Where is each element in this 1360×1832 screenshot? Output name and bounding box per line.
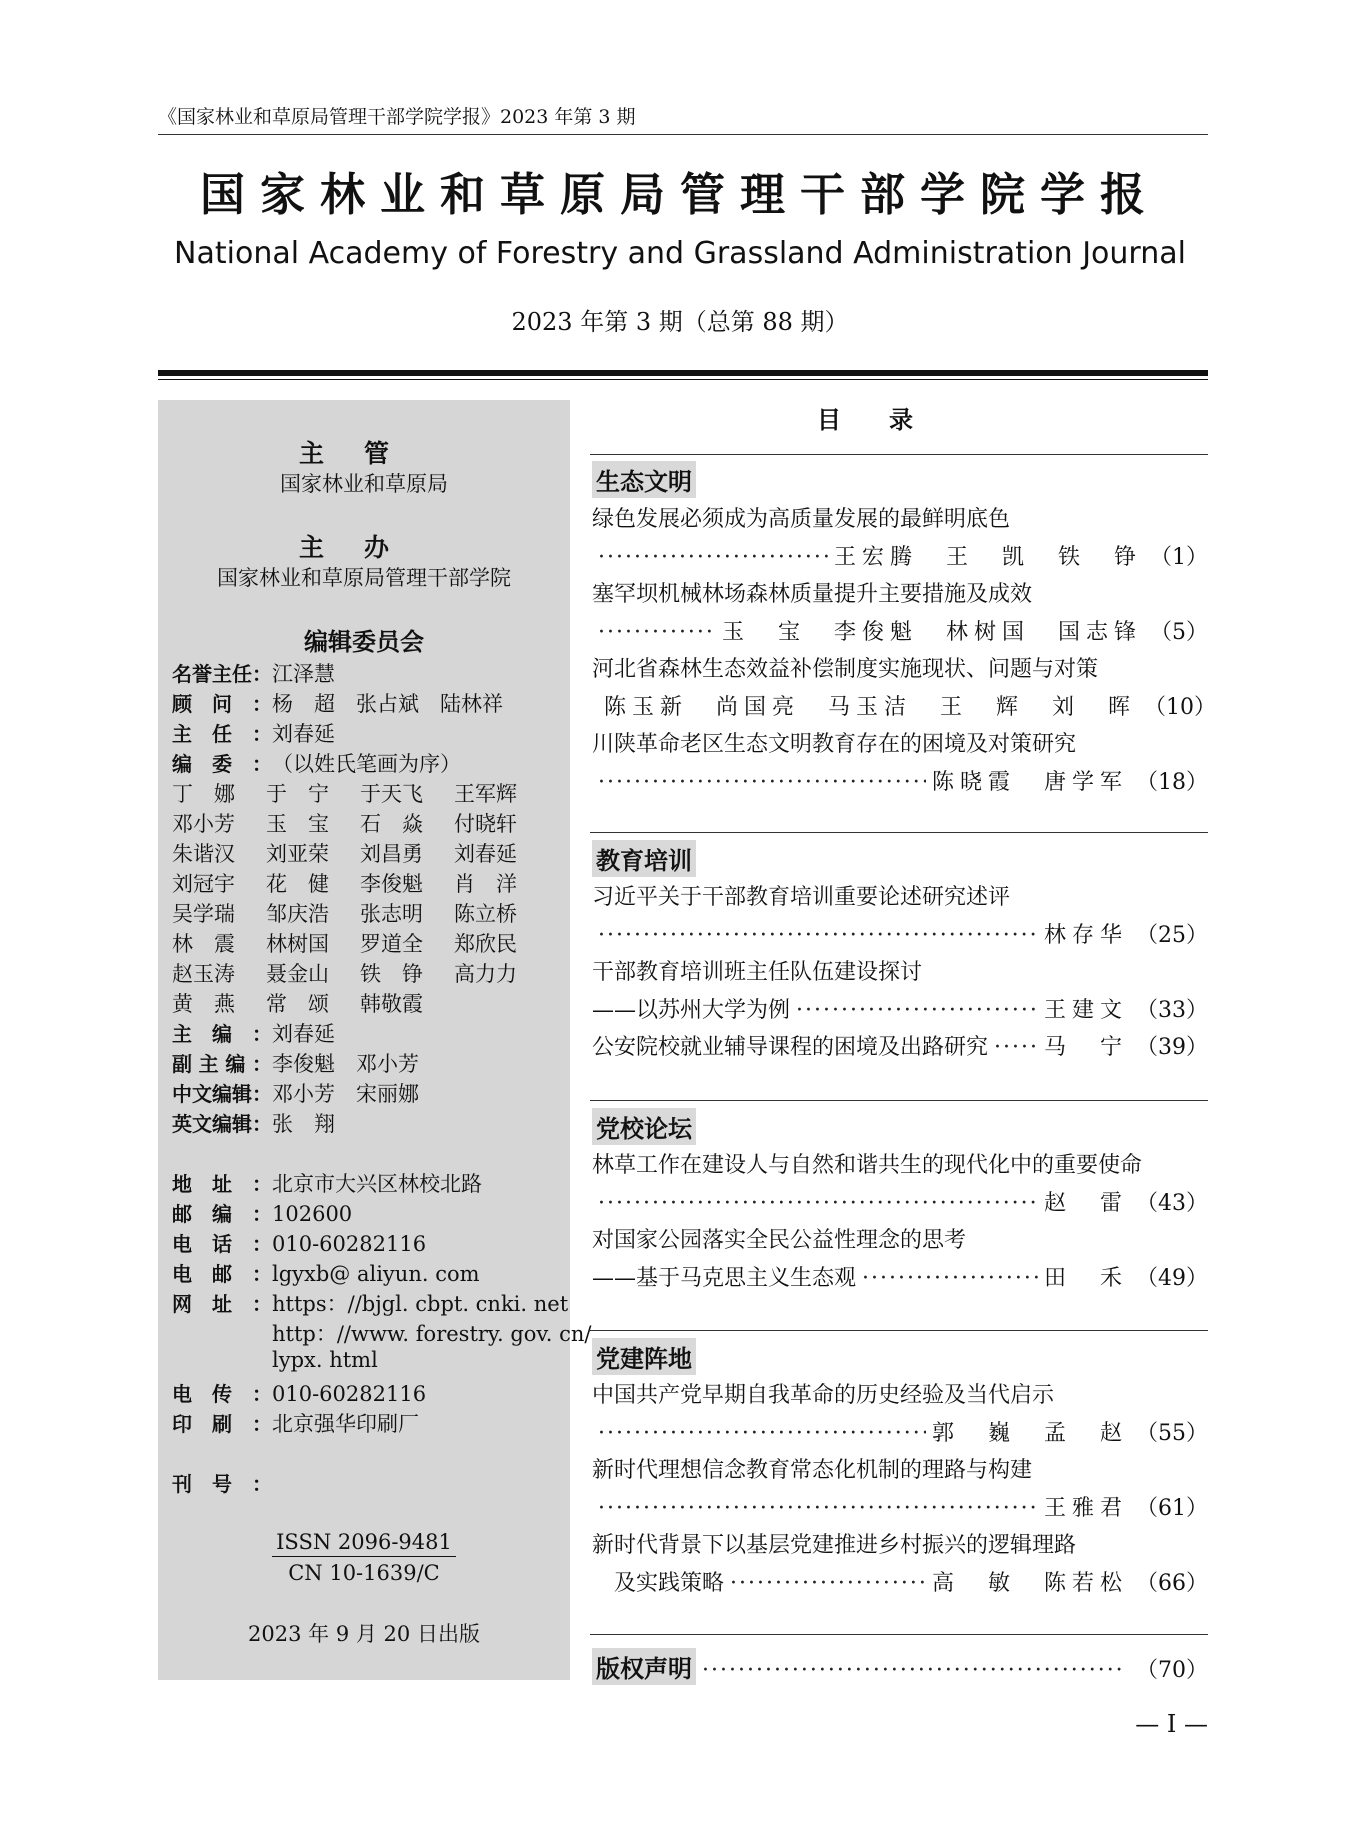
toc-page: （70）: [1136, 1658, 1208, 1683]
toc-article-title[interactable]: 林草工作在建设人与自然和谐共生的现代化中的重要使命: [592, 1153, 1143, 1178]
member-name: 林树国: [266, 932, 329, 956]
toc-copyright-row[interactable]: [592, 1648, 1208, 1685]
toc-page: （33）: [1136, 998, 1208, 1023]
toc-page: （55）: [1136, 1421, 1208, 1446]
leader-dots: [730, 1571, 926, 1596]
serial-label: 刊号：: [172, 1472, 272, 1496]
toc-article-title[interactable]: 对国家公园落实全民公益性理念的思考: [592, 1228, 967, 1253]
toc-article-title[interactable]: 干部教育培训班主任队伍建设探讨: [592, 960, 923, 985]
board-label: 英文编辑：: [172, 1112, 272, 1136]
leader-dots: [598, 1496, 1038, 1521]
toc-lead: ——基于马克思主义生态观: [592, 1266, 857, 1291]
toc-article-row[interactable]: [592, 765, 1208, 796]
contact-phone: [172, 1228, 426, 1256]
member-name: 朱谐汉: [172, 842, 235, 866]
toc-article-row[interactable]: [592, 1491, 1208, 1522]
contact-website: [172, 1288, 568, 1316]
journal-title-en: National Academy of Forestry and Grassland Administration Journal: [174, 236, 1186, 271]
contact-address: [172, 1168, 482, 1196]
toc-title: 目录: [817, 405, 961, 434]
journal-title-zh: 国家林业和草原局管理干部学院学报: [199, 168, 1160, 221]
toc-author: 田 禾: [1043, 1266, 1128, 1291]
member-row: [172, 838, 548, 868]
contact-postcode: [172, 1198, 352, 1226]
toc-article-row[interactable]: [592, 540, 1208, 571]
title-rule-thick: [158, 370, 1208, 376]
contact-value: 北京强华印刷厂: [272, 1412, 419, 1436]
toc-author: 王雅君: [1043, 1496, 1128, 1521]
toc-author: 陈晓霞 唐学军: [931, 770, 1128, 795]
member-row: [172, 778, 548, 808]
member-row: [172, 988, 454, 1018]
board-row-director: [172, 718, 335, 746]
toc-author: 赵 雷: [1043, 1191, 1128, 1216]
contact-value: 010-60282116: [272, 1232, 427, 1256]
board-value: 江泽慧: [272, 662, 335, 686]
toc-article-row[interactable]: [592, 1030, 1208, 1061]
board-value: 刘春延: [272, 722, 335, 746]
toc-author: 林存华: [1043, 923, 1128, 948]
toc-author: 郭 巍 孟 赵: [931, 1421, 1128, 1446]
member-name: 黄 燕: [172, 992, 235, 1016]
member-row: [172, 898, 548, 928]
contact-value[interactable]: http：//www. forestry. gov. cn/: [272, 1322, 592, 1346]
section-heading-party-building: 党建阵地: [592, 1338, 696, 1375]
member-row: [172, 958, 548, 988]
leader-dots: [598, 1421, 926, 1446]
contact-value[interactable]: https：//bjgl. cbpt. cnki. net: [272, 1292, 569, 1316]
toc-article-row[interactable]: [592, 690, 1217, 721]
toc-author: 王建文: [1043, 998, 1128, 1023]
toc-page: （43）: [1136, 1191, 1208, 1216]
member-name: 丁 娜: [172, 782, 235, 806]
board-label: 主编：: [172, 1022, 272, 1046]
toc-author: 高 敏 陈若松: [931, 1571, 1128, 1596]
leader-dots: [598, 620, 716, 645]
section-rule: [590, 832, 1208, 833]
board-label: 名誉主任：: [172, 662, 272, 686]
leader-dots: [598, 923, 1038, 948]
board-label: 副主编：: [172, 1052, 272, 1076]
member-name: 于天飞: [360, 782, 423, 806]
member-name: 邹庆浩: [266, 902, 329, 926]
toc-lead: 公安院校就业辅导课程的困境及出路研究: [592, 1035, 989, 1060]
toc-article-title[interactable]: 新时代背景下以基层党建推进乡村振兴的逻辑理路: [592, 1533, 1077, 1558]
contact-fax: [172, 1378, 426, 1406]
board-value: 李俊魁 邓小芳: [272, 1052, 419, 1076]
board-value: 邓小芳 宋丽娜: [272, 1082, 419, 1106]
contact-label: 电邮：: [172, 1262, 272, 1286]
issn-block: [158, 1530, 570, 1585]
sponsor-name: 国家林业和草原局管理干部学院: [217, 566, 511, 590]
contact-email: [172, 1258, 480, 1286]
member-name: 林 震: [172, 932, 235, 956]
member-name: 高力力: [454, 962, 517, 986]
member-name: 刘冠宇: [172, 872, 235, 896]
contact-value: 北京市大兴区林校北路: [272, 1172, 482, 1196]
member-name: 常 颂: [266, 992, 329, 1016]
leader-dots: [994, 1035, 1038, 1060]
toc-page: （18）: [1136, 770, 1208, 795]
board-row-members: [172, 748, 461, 776]
toc-article-row[interactable]: [592, 1566, 1208, 1597]
member-name: 赵玉涛: [172, 962, 235, 986]
contact-label: 邮编：: [172, 1202, 272, 1226]
contact-label: 电传：: [172, 1382, 272, 1406]
section-heading-copyright: 版权声明: [592, 1648, 696, 1685]
leader-dots: [598, 770, 926, 795]
board-value: 杨 超 张占斌 陆林祥: [272, 692, 503, 716]
member-name: 郑欣民: [454, 932, 517, 956]
section-heading-education: 教育培训: [592, 840, 696, 877]
contact-website-line2: [172, 1318, 592, 1346]
toc-page: （25）: [1136, 923, 1208, 948]
member-name: 付晓轩: [454, 812, 517, 836]
contact-printer: [172, 1408, 419, 1436]
member-row: [172, 868, 548, 898]
board-label: 中文编辑：: [172, 1082, 272, 1106]
member-name: 刘亚荣: [266, 842, 329, 866]
toc-article-title[interactable]: 新时代理想信念教育常态化机制的理路与构建: [592, 1458, 1033, 1483]
supervisor-heading: 主管: [298, 439, 429, 468]
board-value: 刘春延: [272, 1022, 335, 1046]
header-rule: [158, 134, 1208, 135]
toc-article-row[interactable]: [592, 1261, 1208, 1292]
toc-article-row[interactable]: [592, 1186, 1208, 1217]
supervisor-name: 国家林业和草原局: [280, 472, 448, 496]
toc-page: （1）: [1150, 545, 1208, 570]
toc-lead: 及实践策略: [592, 1571, 725, 1596]
board-row-editor-in-chief: [172, 1018, 335, 1046]
toc-author: 马 宁: [1043, 1035, 1128, 1060]
running-head: 《国家林业和草原局管理干部学院学报》2023 年第 3 期: [158, 106, 636, 128]
toc-page: （10）: [1144, 695, 1217, 720]
page-number: — Ⅰ —: [1135, 1710, 1208, 1738]
masthead-panel: [158, 400, 592, 1680]
board-value: 张 翔: [272, 1112, 335, 1136]
member-name: 韩敬霞: [360, 992, 423, 1016]
section-heading-party-school: 党校论坛: [592, 1108, 696, 1145]
serial-number-row: [172, 1468, 272, 1496]
contact-value: 010-60282116: [272, 1382, 427, 1406]
publication-date: 2023 年 9 月 20 日出版: [248, 1622, 480, 1646]
member-name: 王军辉: [454, 782, 517, 806]
member-name: 石 焱: [360, 812, 423, 836]
member-name: 铁 铮: [360, 962, 423, 986]
toc-page: （39）: [1136, 1035, 1208, 1060]
section-rule: [590, 1330, 1208, 1331]
section-rule: [590, 454, 1208, 455]
title-rule-thin: [158, 379, 1208, 380]
toc-article-title[interactable]: 绿色发展必须成为高质量发展的最鲜明底色: [592, 507, 1011, 532]
leader-dots: [598, 1191, 1038, 1216]
member-name: 肖 洋: [454, 872, 517, 896]
toc-page: （49）: [1136, 1266, 1208, 1291]
board-row-chinese-editor: [172, 1078, 419, 1106]
member-name: 聂金山: [266, 962, 329, 986]
leader-dots: [862, 1266, 1038, 1291]
board-row-honorary: [172, 658, 335, 686]
sponsor-heading: 主办: [298, 533, 429, 562]
member-name: 花 健: [266, 872, 329, 896]
member-name: 刘昌勇: [360, 842, 423, 866]
contact-label: 印刷：: [172, 1412, 272, 1436]
toc-article-row[interactable]: [592, 1416, 1208, 1447]
contact-label: 地址：: [172, 1172, 272, 1196]
contact-website-line3: [172, 1348, 378, 1376]
toc-page: （61）: [1136, 1496, 1208, 1521]
contact-value: lgyxb@ aliyun. com: [272, 1262, 480, 1286]
toc-author: 王宏腾 王 凯 铁 铮: [833, 545, 1142, 570]
board-row-advisors: [172, 688, 503, 716]
section-heading-ecology: 生态文明: [592, 461, 696, 498]
member-row: [172, 928, 548, 958]
toc-article-row[interactable]: [592, 918, 1208, 949]
toc-article-row[interactable]: [592, 993, 1208, 1024]
toc-author: 玉 宝 李俊魁 林树国 国志锋: [721, 620, 1142, 645]
contact-label: 电话：: [172, 1232, 272, 1256]
member-row: [172, 808, 548, 838]
toc-article-title[interactable]: 塞罕坝机械林场森林质量提升主要措施及成效: [592, 582, 1033, 607]
board-value: （以姓氏笔画为序）: [272, 752, 461, 776]
toc-page: （5）: [1150, 620, 1208, 645]
board-label: 主任：: [172, 722, 272, 746]
member-name: 邓小芳: [172, 812, 235, 836]
toc-article-title[interactable]: 川陕革命老区生态文明教育存在的困境及对策研究: [592, 732, 1077, 757]
board-label: 顾问：: [172, 692, 272, 716]
contact-value[interactable]: lypx. html: [272, 1348, 378, 1372]
member-name: 李俊魁: [360, 872, 423, 896]
member-name: 罗道全: [360, 932, 423, 956]
member-name: 陈立桥: [454, 902, 517, 926]
toc-author: 陈玉新 尚国亮 马玉洁 王 辉 刘 晖: [604, 695, 1137, 720]
contact-label: 网址：: [172, 1292, 272, 1316]
section-rule: [590, 1634, 1208, 1635]
board-label: 编委：: [172, 752, 272, 776]
board-row-english-editor: [172, 1108, 335, 1136]
toc-lead: ——以苏州大学为例: [592, 998, 791, 1023]
cn-number: CN 10-1639/C: [288, 1561, 440, 1585]
leader-dots: [796, 998, 1038, 1023]
editorial-board-heading: 编辑委员会: [304, 627, 424, 656]
issn-number: ISSN 2096-9481: [272, 1530, 456, 1557]
toc-page: （66）: [1136, 1571, 1208, 1596]
section-rule: [590, 1100, 1208, 1101]
toc-article-title[interactable]: 中国共产党早期自我革命的历史经验及当代启示: [592, 1383, 1055, 1408]
toc-article-row[interactable]: [592, 615, 1208, 646]
leader-dots: [598, 545, 828, 570]
toc-article-title[interactable]: 习近平关于干部教育培训重要论述研究述评: [592, 885, 1011, 910]
member-name: 张志明: [360, 902, 423, 926]
member-name: 刘春延: [454, 842, 517, 866]
member-name: 吴学瑞: [172, 902, 235, 926]
member-name: 玉 宝: [266, 812, 329, 836]
leader-dots: [702, 1658, 1122, 1683]
board-row-deputy-editor: [172, 1048, 419, 1076]
issue-number: 2023 年第 3 期（总第 88 期）: [511, 308, 849, 336]
toc-article-title[interactable]: 河北省森林生态效益补偿制度实施现状、问题与对策: [592, 657, 1099, 682]
contact-value: 102600: [272, 1202, 353, 1226]
member-name: 于 宁: [266, 782, 329, 806]
